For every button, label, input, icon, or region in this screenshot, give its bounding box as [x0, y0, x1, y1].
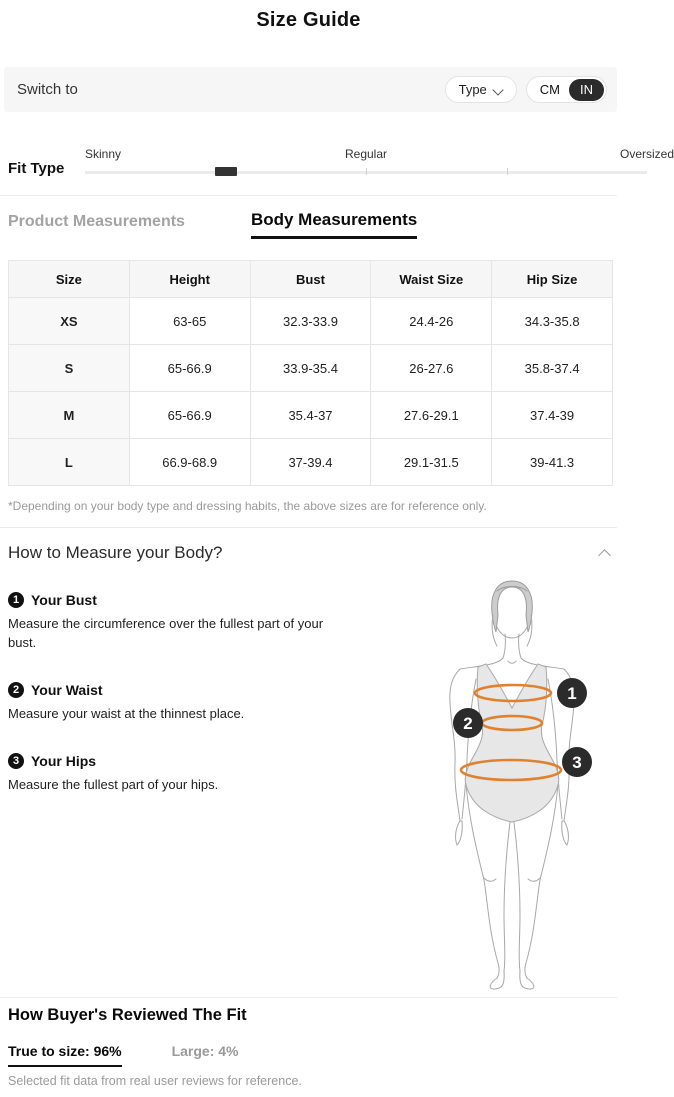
cell-bust: 32.3-33.9 [250, 298, 371, 345]
col-header-size: Size [9, 261, 130, 298]
cell-height: 63-65 [129, 298, 250, 345]
chevron-up-icon[interactable] [599, 547, 611, 559]
cell-bust: 35.4-37 [250, 392, 371, 439]
cell-waist: 26-27.6 [371, 345, 492, 392]
slider-tick [507, 168, 508, 175]
table-row [9, 392, 613, 439]
table-row [9, 439, 613, 486]
col-header-hip: Hip Size [492, 261, 613, 298]
cell-height: 66.9-68.9 [129, 439, 250, 486]
cell-bust: 37-39.4 [250, 439, 371, 486]
cell-height: 65-66.9 [129, 345, 250, 392]
fit-review-stats [8, 1043, 239, 1067]
table-row [9, 298, 613, 345]
cell-size: XS [9, 298, 130, 345]
size-table [8, 260, 613, 486]
unit-cm-option[interactable]: CM [539, 82, 560, 97]
cell-height: 65-66.9 [129, 392, 250, 439]
col-header-bust: Bust [250, 261, 371, 298]
stat-true-to-size[interactable]: True to size: 96% [8, 1043, 122, 1067]
fit-option-oversized: Oversized [619, 147, 674, 161]
switch-to-label: Switch to [17, 81, 78, 98]
measure-item-desc: Measure your waist at the thinnest place. [8, 705, 245, 721]
measurement-tabs [8, 210, 617, 239]
number-badge-icon: 2 [8, 682, 24, 698]
body-figure-illustration [400, 565, 617, 995]
body-measurement-figure [400, 565, 617, 995]
fit-type-row [8, 140, 674, 190]
col-header-waist: Waist Size [371, 261, 492, 298]
figure-badge-2: 2 [463, 714, 473, 733]
cell-waist: 24.4-26 [371, 298, 492, 345]
cell-waist: 29.1-31.5 [371, 439, 492, 486]
cell-hip: 39-41.3 [492, 439, 613, 486]
cell-hip: 35.8-37.4 [492, 345, 613, 392]
fit-type-label: Fit Type [8, 160, 65, 177]
figure-badge-1: 1 [567, 684, 577, 703]
tab-body-measurements[interactable]: Body Measurements [251, 210, 417, 239]
measure-item-waist [8, 682, 393, 724]
stat-large[interactable]: Large: 4% [171, 1043, 239, 1059]
type-dropdown[interactable] [445, 76, 517, 103]
chevron-down-icon [494, 83, 503, 92]
fit-review-note: Selected fit data from real user reviews for reference. [8, 1074, 302, 1088]
cell-hip: 37.4-39 [492, 392, 613, 439]
cell-size: M [9, 392, 130, 439]
number-badge-icon: 3 [8, 753, 24, 769]
measure-item-desc: Measure the fullest part of your hips. [8, 776, 219, 792]
fit-option-skinny: Skinny [85, 147, 122, 161]
fit-option-regular: Regular [344, 147, 388, 161]
cell-size: S [9, 345, 130, 392]
slider-thumb[interactable] [215, 167, 237, 176]
fit-review-heading: How Buyer's Reviewed The Fit [8, 1006, 247, 1024]
divider [0, 997, 617, 998]
unit-toggle[interactable] [526, 76, 607, 103]
type-dropdown-label: Type [458, 82, 487, 97]
measure-item-title: Your Hips [31, 752, 97, 769]
fit-type-slider[interactable] [85, 140, 674, 190]
measure-section-header[interactable] [8, 543, 611, 563]
table-footnote: *Depending on your body type and dressing habits, the above sizes are for reference only. [8, 499, 487, 513]
measure-item-hips [8, 753, 393, 795]
cell-hip: 34.3-35.8 [492, 298, 613, 345]
measure-item-bust [8, 592, 393, 653]
switch-to-bar [4, 67, 617, 112]
divider [0, 195, 617, 196]
table-row [9, 345, 613, 392]
table-header-row [9, 261, 613, 298]
cell-bust: 33.9-35.4 [250, 345, 371, 392]
number-badge-icon: 1 [8, 592, 24, 608]
cell-size: L [9, 439, 130, 486]
cell-waist: 27.6-29.1 [371, 392, 492, 439]
measure-item-desc: Measure the circumference over the fullest part of your bust. [8, 616, 324, 650]
unit-in-option-selected[interactable]: IN [569, 79, 604, 101]
col-header-height: Height [129, 261, 250, 298]
page-title: Size Guide [256, 9, 361, 31]
figure-badge-3: 3 [572, 753, 582, 772]
measure-item-title: Your Waist [31, 681, 103, 698]
measure-instructions [8, 592, 393, 823]
measure-section-title: How to Measure your Body? [8, 543, 223, 562]
measure-item-title: Your Bust [31, 592, 97, 608]
tab-product-measurements[interactable]: Product Measurements [8, 213, 185, 230]
divider [0, 527, 617, 528]
slider-tick [366, 168, 367, 175]
